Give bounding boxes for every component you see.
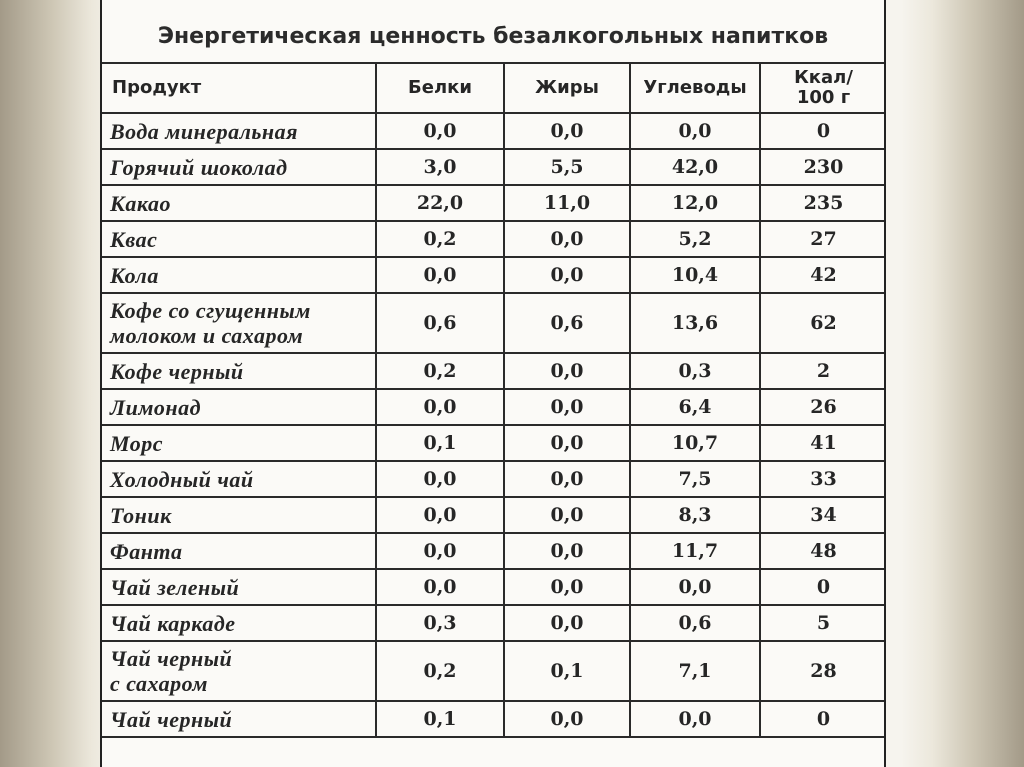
kcal-value: 33 bbox=[760, 461, 886, 497]
kcal-value: 0 bbox=[760, 701, 886, 737]
fat-value: 0,0 bbox=[504, 569, 630, 605]
kcal-value: 27 bbox=[760, 221, 886, 257]
table-row bbox=[102, 425, 886, 461]
kcal-value: 34 bbox=[760, 497, 886, 533]
product-name: Фанта bbox=[102, 533, 376, 569]
header-fat: Жиры bbox=[504, 63, 630, 113]
product-name: Вода минеральная bbox=[102, 113, 376, 149]
protein-value: 0,3 bbox=[376, 605, 504, 641]
protein-value: 3,0 bbox=[376, 149, 504, 185]
fat-value: 0,1 bbox=[504, 641, 630, 701]
carbs-value: 5,2 bbox=[630, 221, 760, 257]
protein-value: 0,0 bbox=[376, 569, 504, 605]
kcal-value: 26 bbox=[760, 389, 886, 425]
table-row bbox=[102, 149, 886, 185]
carbs-value: 0,0 bbox=[630, 569, 760, 605]
protein-value: 0,6 bbox=[376, 293, 504, 353]
protein-value: 0,0 bbox=[376, 389, 504, 425]
header-row bbox=[102, 63, 886, 113]
fat-value: 0,6 bbox=[504, 293, 630, 353]
fat-value: 0,0 bbox=[504, 389, 630, 425]
protein-value: 0,0 bbox=[376, 461, 504, 497]
fat-value: 0,0 bbox=[504, 425, 630, 461]
fat-value: 0,0 bbox=[504, 497, 630, 533]
carbs-value: 42,0 bbox=[630, 149, 760, 185]
fat-value: 0,0 bbox=[504, 257, 630, 293]
fat-value: 0,0 bbox=[504, 113, 630, 149]
kcal-value: 2 bbox=[760, 353, 886, 389]
product-name: Какао bbox=[102, 185, 376, 221]
carbs-value: 10,4 bbox=[630, 257, 760, 293]
table-row bbox=[102, 569, 886, 605]
kcal-value: 0 bbox=[760, 113, 886, 149]
protein-value: 0,2 bbox=[376, 641, 504, 701]
product-name: Кола bbox=[102, 257, 376, 293]
carbs-value: 6,4 bbox=[630, 389, 760, 425]
table-row bbox=[102, 605, 886, 641]
table-title: Энергетическая ценность безалкогольных напитков bbox=[157, 24, 829, 49]
header-product: Продукт bbox=[102, 63, 376, 113]
product-name: Чай каркаде bbox=[102, 605, 376, 641]
fat-value: 0,0 bbox=[504, 701, 630, 737]
protein-value: 0,1 bbox=[376, 701, 504, 737]
header-carbs: Углеводы bbox=[630, 63, 760, 113]
fat-value: 0,0 bbox=[504, 605, 630, 641]
header-kcal: Ккал/ 100 г bbox=[760, 63, 886, 113]
table-row bbox=[102, 497, 886, 533]
product-name: Квас bbox=[102, 221, 376, 257]
product-name: Кофе со сгущенным молоком и сахаром bbox=[102, 293, 376, 353]
carbs-value: 12,0 bbox=[630, 185, 760, 221]
kcal-value: 48 bbox=[760, 533, 886, 569]
fat-value: 0,0 bbox=[504, 353, 630, 389]
carbs-value: 7,1 bbox=[630, 641, 760, 701]
table-row bbox=[102, 293, 886, 353]
kcal-value: 0 bbox=[760, 569, 886, 605]
product-name: Чай черный bbox=[102, 701, 376, 737]
table-row bbox=[102, 701, 886, 737]
kcal-value: 5 bbox=[760, 605, 886, 641]
nutrition-table bbox=[102, 62, 886, 738]
product-name: Горячий шоколад bbox=[102, 149, 376, 185]
carbs-value: 7,5 bbox=[630, 461, 760, 497]
table-row bbox=[102, 461, 886, 497]
product-name: Лимонад bbox=[102, 389, 376, 425]
table-row bbox=[102, 533, 886, 569]
table-row bbox=[102, 221, 886, 257]
product-name: Чай черный с сахаром bbox=[102, 641, 376, 701]
fat-value: 0,0 bbox=[504, 461, 630, 497]
table-row bbox=[102, 389, 886, 425]
kcal-value: 62 bbox=[760, 293, 886, 353]
header-protein: Белки bbox=[376, 63, 504, 113]
carbs-value: 0,6 bbox=[630, 605, 760, 641]
table-row bbox=[102, 185, 886, 221]
carbs-value: 0,3 bbox=[630, 353, 760, 389]
protein-value: 0,2 bbox=[376, 353, 504, 389]
fat-value: 0,0 bbox=[504, 221, 630, 257]
protein-value: 0,0 bbox=[376, 113, 504, 149]
kcal-value: 41 bbox=[760, 425, 886, 461]
carbs-value: 11,7 bbox=[630, 533, 760, 569]
kcal-value: 42 bbox=[760, 257, 886, 293]
carbs-value: 8,3 bbox=[630, 497, 760, 533]
fat-value: 11,0 bbox=[504, 185, 630, 221]
protein-value: 0,0 bbox=[376, 257, 504, 293]
protein-value: 0,0 bbox=[376, 533, 504, 569]
fat-value: 0,0 bbox=[504, 533, 630, 569]
product-name: Морс bbox=[102, 425, 376, 461]
table-row bbox=[102, 641, 886, 701]
table-row bbox=[102, 257, 886, 293]
carbs-value: 0,0 bbox=[630, 113, 760, 149]
kcal-value: 28 bbox=[760, 641, 886, 701]
protein-value: 22,0 bbox=[376, 185, 504, 221]
fat-value: 5,5 bbox=[504, 149, 630, 185]
table-row bbox=[102, 353, 886, 389]
product-name: Кофе черный bbox=[102, 353, 376, 389]
kcal-value: 230 bbox=[760, 149, 886, 185]
document-page bbox=[100, 0, 886, 767]
carbs-value: 10,7 bbox=[630, 425, 760, 461]
table-row bbox=[102, 113, 886, 149]
carbs-value: 13,6 bbox=[630, 293, 760, 353]
product-name: Тоник bbox=[102, 497, 376, 533]
protein-value: 0,0 bbox=[376, 497, 504, 533]
protein-value: 0,2 bbox=[376, 221, 504, 257]
kcal-value: 235 bbox=[760, 185, 886, 221]
carbs-value: 0,0 bbox=[630, 701, 760, 737]
product-name: Чай зеленый bbox=[102, 569, 376, 605]
protein-value: 0,1 bbox=[376, 425, 504, 461]
product-name: Холодный чай bbox=[102, 461, 376, 497]
